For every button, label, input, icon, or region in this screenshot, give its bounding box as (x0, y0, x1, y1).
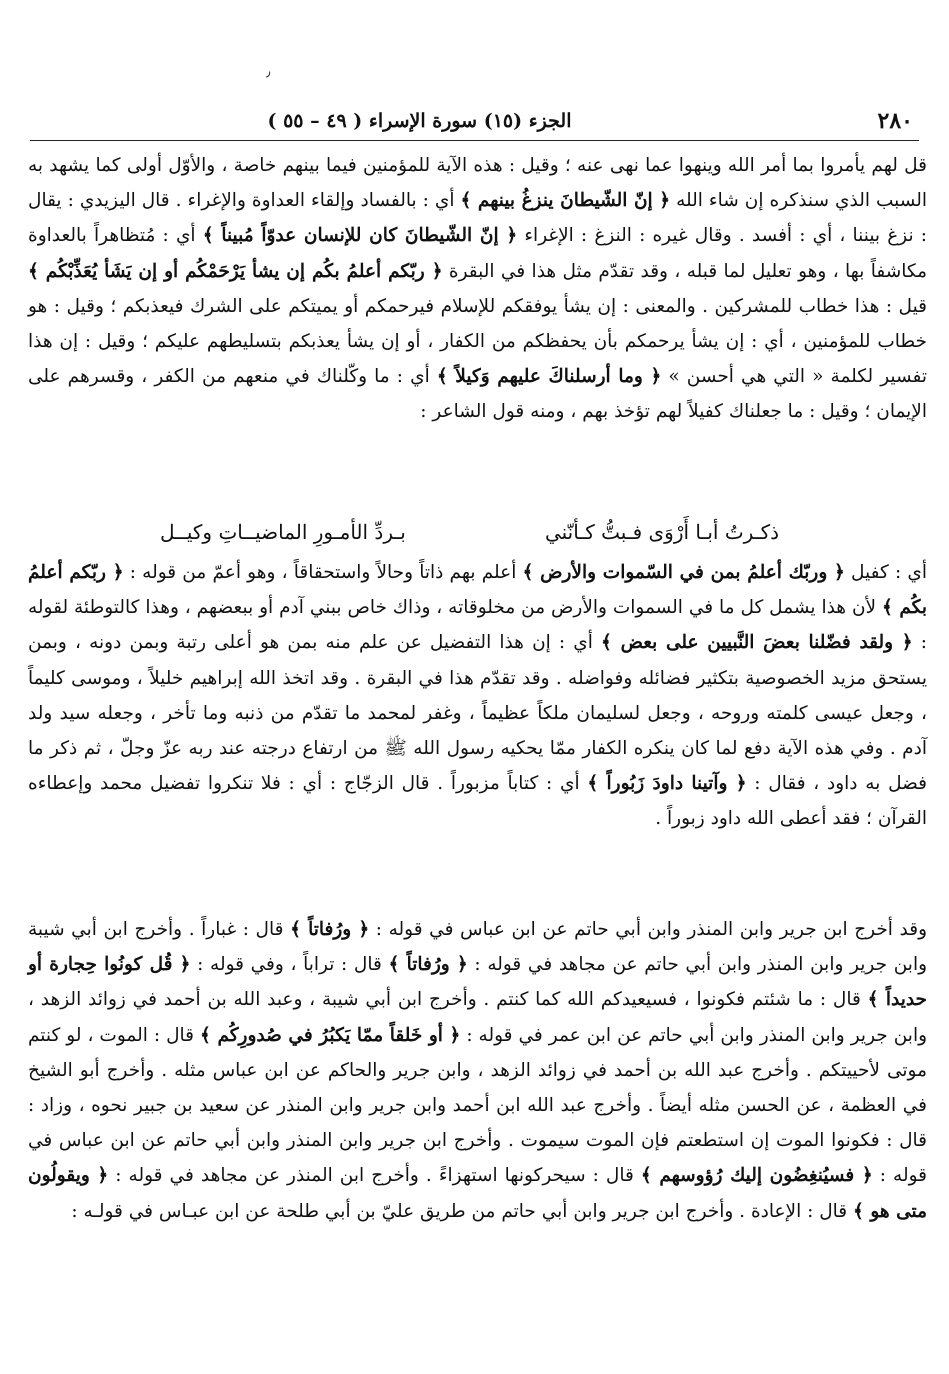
quran-quote: ويقولُون متى هو (28, 1165, 927, 1222)
narrations-paragraph (28, 912, 927, 1229)
quran-bracket: ﴿ (727, 773, 747, 795)
quran-quote: أو خَلقاً ممّا يَكبُرُ في صُدورِكُم (217, 1024, 443, 1046)
quran-bracket: ﴾ (587, 773, 607, 795)
text-run: قال : الإعادة . وأخرج ابن جرير وابن أبي حاتم من طريق عليّ بن أبي طلحة عن ابن عبـاس في قولـه : (71, 1200, 854, 1222)
quran-quote: إنّ الشّيطانَ كان للإنسان عدوّاً مُبيناً (221, 225, 499, 247)
verse-first-hemistich: ذكـرتُ أبـا أَرْوَى فـبتُّ كـأنّني (544, 520, 779, 544)
quran-bracket: ﴾ (853, 1200, 871, 1222)
commentary-paragraph-1 (28, 148, 927, 430)
text-run: أعلم بهم ذاتاً وحالاً واستحقاقاً ، وهو أعمّ من قوله : (123, 562, 523, 583)
quran-bracket: ﴿ (351, 919, 370, 940)
text-run: قال : ما شئتم فكونوا ، فسيعيدكم الله كما كنتم . وأخرج ابن أبي شيبة ، وعبد الله بن أحمد في زوائد الزهد ، وابن جرير وابن المنذر وابن أبي حاتم عن ابن عمر في قوله : (28, 989, 928, 1046)
text-run: قال : تراباً ، وفي قوله : (190, 954, 389, 976)
commentary-paragraph-2 (28, 555, 927, 837)
quran-quote: فسيُنغِضُون إليك رُؤوسهم (659, 1165, 855, 1187)
quran-bracket: ﴿ (498, 225, 518, 247)
quran-bracket: ﴾ (28, 260, 46, 282)
quran-bracket: ﴿ (642, 366, 662, 388)
quran-bracket: ﴾ (522, 562, 541, 583)
quran-bracket: ﴿ (854, 1165, 873, 1187)
quran-bracket: ﴿ (652, 190, 671, 212)
text-run: أي : إن هذا التفضيل عن علم منه بمن هو أعلى رتبة وبمن دونه ، وبمن يستحق مزيد الخصوصية بتكثير فضائله وفواضله . وقد تقدّم هذا في البقرة . وقد اتخذ الله إبراهيم خليلاً ، وموسى كليماً ، وجعل عيسى كلمته وروحه ، وجعل لسليمان ملكاً عظيماً ، وغفر لمحمد ما تقدّم من ذنبه وما تأخر ، وجعله سيد ولد آدم . وفي هذه الآية دفع لما كان ينكره الكفار ممّا يحكيه رسول الله ﷺ من ارتفاع درجته عند ربه عزّ وجلّ ، ثم ذكر ما فضل به داود ، فقال : (28, 632, 927, 795)
paragraph-text (28, 555, 927, 837)
quran-quote: ربّكم أعلمُ بكُم (28, 562, 927, 619)
quran-quote: ولقد فضّلنا بعضَ النَّبيين على بعض (620, 632, 894, 654)
text-run: قل لهم يأمروا بما أمر الله وينهوا عما نهى عنه ؛ وقيل : هذه الآية للمؤمنين فيما بينهم خاصة ، والأوّل أولى كما يشهد به السبب الذي سنذكره إن شاء الله (28, 155, 927, 212)
text-run: أي : مُتظاهراً بالعداوة مكاشفاً بها ، وهو تعليل لما قبله ، وقد تقدّم مثل هذا في البقرة (28, 225, 927, 282)
text-run: أي : بالفساد وإلقاء العداوة والإغراء . قال اليزيدي : يقال : نزغ بيننا ، أي : أفسد . وقال غيره : النزغ : الإغراء (28, 190, 928, 247)
quran-bracket: ﴿ (89, 1165, 109, 1187)
quran-quote: ربّكم أعلمُ بكُم إن يشأ يَرْحَمْكُم أو إن يَشَأ يُعَذِّبْكُم (45, 260, 425, 282)
text-run: قال : سيحركونها استهزاءً . وأخرج ابن المنذر عن مجاهد في قوله : (108, 1165, 641, 1187)
text-run: قيل : هذا خطاب للمشركين . والمعنى : إن يشأ يوفقكم للإسلام فيرحمكم أو يميتكم على الشرك فيعذبكم ؛ وقيل : هو خطاب للمؤمنين ، أي : إن يشأ يرحمكم بأن يحفظكم من الكفار ، أو إن يشأ يعذبكم بتسليطهم عليكم ؛ وقيل : إن هذا تفسير لكلمة « التي هي أحسن » (28, 295, 928, 388)
quran-bracket: ﴿ (449, 954, 468, 976)
quran-bracket: ﴾ (882, 597, 900, 619)
text-run: قال : الموت ، لو كنتم موتى لأحييتكم . وأخرج عبد الله بن أحمد في زوائد الزهد ، وابن جرير والحاكم عن ابن عباس مثله . وأخرج أبو الشيخ في العظمة ، عن الحسن مثله أيضاً . وأخرج عبد الله ابن أحمد وابن جرير وابن المنذر عن سعيد بن جبير نحوه ، وزاد : قال : فكونوا الموت إن استطعتم فإن الموت سيموت . وأخرج ابن جرير وابن المنذر وابن أبي حاتم عن ابن عباس في قوله : (28, 1024, 928, 1187)
quran-bracket: ﴿ (424, 260, 443, 282)
quran-bracket: ﴾ (867, 989, 886, 1011)
text-run: أي : كفيل (844, 562, 928, 583)
quran-quote: وربّك أعلمُ بمن في السّموات والأرض (540, 562, 828, 583)
text-run: أي : كتاباً مزبوراً . قال الزجّاج : أي : فلا تنكروا تفضيل محمد وإعطاءه القرآن ؛ فقد أعطى الله داود زبوراً . (28, 773, 927, 830)
running-title: الجزء (١٥) سورة الإسراء ( ٤٩ – ٥٥ ) (267, 110, 572, 132)
quran-bracket: ﴾ (200, 1024, 218, 1046)
quran-bracket: ﴿ (827, 562, 845, 583)
quran-quote: وما أرسلناكَ عليهم وَكيلاً (455, 366, 643, 388)
text-run: قال : غباراً . وأخرج ابن أبي شيبة وابن جرير وابن المنذر وابن أبي حاتم عن مجاهد في قوله : (28, 919, 928, 976)
quran-bracket: ﴿ (442, 1024, 461, 1046)
text-run: وقد أخرج ابن جرير وابن المنذر وابن أبي حاتم عن ابن عباس في قوله : (369, 919, 928, 940)
poetry-verse (160, 514, 779, 550)
quran-quote: ورُفاتاً (308, 919, 352, 940)
quran-bracket: ﴿ (893, 632, 913, 654)
quran-bracket: ﴿ (172, 954, 191, 976)
quran-bracket: ﴾ (290, 919, 309, 940)
page-header (30, 100, 919, 141)
stray-mark: ٫ (266, 64, 271, 80)
paragraph-text (28, 912, 927, 1229)
quran-quote: ورُفاتاً (406, 954, 450, 976)
quran-bracket: ﴿ (105, 562, 124, 583)
verse-second-hemistich: بـردِّ الأمـورِ الماضيــاتِ وكيــل (160, 520, 406, 544)
quran-bracket: ﴾ (460, 190, 478, 212)
quran-bracket: ﴾ (388, 954, 407, 976)
quran-bracket: ﴾ (202, 225, 222, 247)
quran-quote: وآتينا داودَ زَبُوراً (606, 773, 728, 795)
text-run: لأن هذا يشمل كل ما في السموات والأرض من مخلوقاته ، وذاك خاص ببني آدم أو ببعضهم ، وهذا كالتوطئة لقوله : (28, 597, 927, 654)
paragraph-text (28, 148, 927, 430)
quran-bracket: ﴾ (601, 632, 621, 654)
quran-bracket: ﴾ (436, 366, 456, 388)
page-number: ٢٨٠ (877, 108, 913, 134)
text-run: أي : ما وكّلناك في منعهم من الكفر ، وقسرهم على الإيمان ؛ وقيل : ما جعلناك كفيلاً لهم تؤخذ بهم ، ومنه قول الشاعر : (28, 366, 927, 423)
quran-bracket: ﴾ (640, 1165, 660, 1187)
quran-quote: قُل كونُوا حِجارة أو حديداً (28, 954, 927, 1011)
quran-quote: إنّ الشّيطانَ ينزغُ بينهم (477, 190, 653, 212)
